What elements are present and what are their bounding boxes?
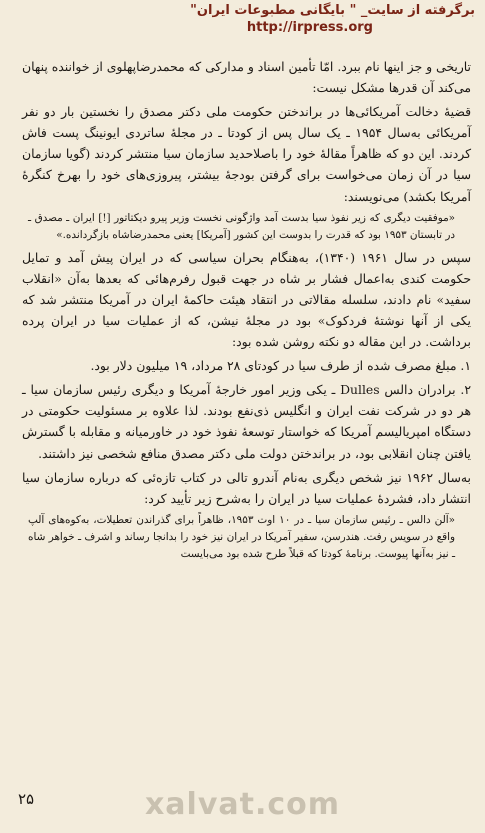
footer-watermark: xalvat.com <box>144 787 341 822</box>
paragraph-coup-disclosure: قضیهٔ دخالت آمریکائی‌ها در براندختن حکومت ملی دکتر مصدق را نخستین بار دو نفر آمریکائی به‌سال ۱۹۵۴ ـ یک سال پس از کودتا ـ در مجلهٔ ساتردی ایونینگ پست فاش کردند. این دو که ظاهراً مقالهٔ خود را باصلاحدید سازمان سیا منتشر کردند (گویا سازمان سیا در آن زمان می‌خواست برای گرفتن بودجهٔ بیشتر، پیروزی‌های خود را بهرخ کنگرهٔ آمریکا بکشد) می‌نویسند: <box>22 104 472 204</box>
quote-allen-dulles: «آلن دالس ـ رئیس سازمان سیا ـ در ۱۰ اوت ۱۹۵۳، ظاهراً برای گذراندن تعطیلات، به‌کوه‌های آلپ واقع در سویس رفت. هندرسن، سفیر آمریکا در ایران نیز خود را بدانجا رساند و اشرف ـ خواهر شاه ـ نیز به‌آنها پیوست. برنامهٔ کودتا که قبلاً طرح شده بود می‌بایست <box>28 513 455 560</box>
page-number: ۲۵ <box>18 790 35 808</box>
paragraph-1962: به‌سال ۱۹۶۲ نیز شخص دیگری به‌نام آندرو تالی در کتاب تازه‌ئی که درباره سازمان سیا انتشار داد، فشردهٔ عملیات سیا در ایران را به‌شرح زیر تأیید کرد: <box>22 469 471 506</box>
paragraph-1961: سپس در سال ۱۹۶۱ (۱۳۴۰)، به‌هنگام بحران سیاسی که در ایران پیش آمد و تمایل حکومت کندی به‌اعمال فشار بر شاه در جهت قبول رفرم‌هائی که بعدها به‌آن «انقلاب سفید» نام دادند، سلسله مقالاتی در انتقاد هیئت حاکمهٔ ایران در آمریکا منتشر شد که یکی از آنها نوشتهٔ فردکوک» بود در مجلهٔ نیشن، که از عملیات سیا در ایران پرده برداشت. در این مقاله دو نکته روشن شده بود: <box>22 249 471 350</box>
page-body <box>22 56 471 763</box>
source-watermark-url: http://irpress.org <box>246 20 373 35</box>
list-item-1: ۱. مبلغ مصرف شده از طرف سیا در کودتای ۲۸ مرداد، ۱۹ میلیون دلار بود. <box>90 358 471 374</box>
source-watermark <box>10 2 475 36</box>
paragraph-intro: تاریخی و جز اینها نام ببرد. امّا تأمین اسناد و مدارکی که محمدرضاپهلوی از خواننده پنهان می‌کند آن قدرها مشکل نیست: <box>22 59 471 96</box>
list-item-2: ۲. برادران دالس Dulles ـ یکی وزیر امور خارجهٔ آمریکا و دیگری رئیس سازمان سیا ـ هر دو در شرکت نفت ایران و انگلیس ذی‌نفع بودند. لذا علاوه بر مسئولیت حکومتی در دستگاه امپریالیسم آمریکا که خواستار توسعهٔ نفوذ خود در خاورمیانه و مقابله با گسترش یافتن چنان انقلابی بود، در براندختن دولت ملی دکتر مصدق منافع شخصی نیز داشتند. <box>22 382 471 461</box>
quote-saturday-evening-post: «موفقیت دیگری که زیر نفوذ سیا بدست آمد واژگونی نخست وزیر پیرو دیکتاتور [!] ایران ـ مصدق ـ در تابستان ۱۹۵۳ بود که قدرت را بدوست این کشور [آمریکا] یعنی محمدرضاشاه بازگردانده.» <box>28 211 455 241</box>
source-watermark-title: برگرفته از سایت_ " بایگانی مطبوعات ایران" <box>190 3 475 18</box>
